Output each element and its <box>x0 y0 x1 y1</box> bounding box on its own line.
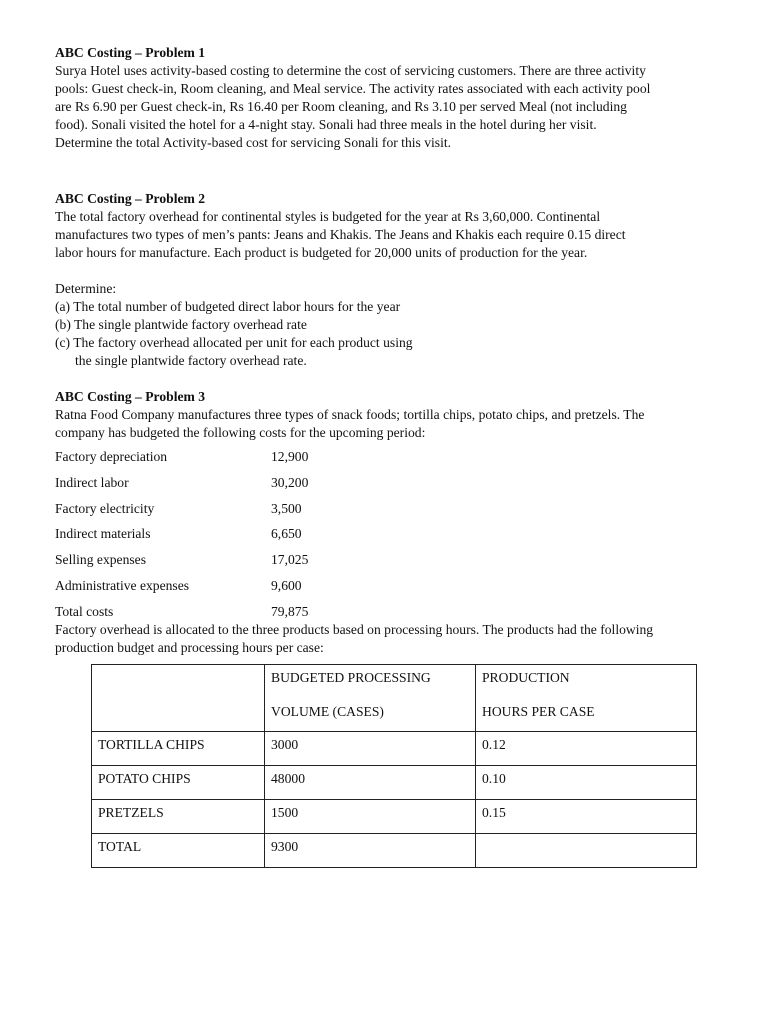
table-row <box>92 834 697 868</box>
problem2-text <box>55 208 721 262</box>
cost-label: Administrative expenses <box>55 577 190 593</box>
table-header-cell <box>92 665 265 732</box>
problem2-determine: Determine: <box>55 281 117 296</box>
problem3-after-line: Factory overhead is allocated to the three products based on processing hours. The products had the following <box>55 621 654 637</box>
cost-label: Indirect labor <box>55 474 129 490</box>
volume-cell: 48000 <box>265 766 476 800</box>
document-page <box>55 44 721 854</box>
header-hours-line2: HOURS PER CASE <box>482 704 595 719</box>
product-cell: PRETZELS <box>92 800 265 834</box>
cost-value: 17,025 <box>271 552 309 568</box>
cost-value: 6,650 <box>271 526 302 542</box>
hours-cell <box>476 834 697 868</box>
hours-cell: 0.15 <box>476 800 697 834</box>
cost-label: Factory electricity <box>55 500 155 516</box>
cost-value: 9,600 <box>271 577 302 593</box>
problem1-line: Surya Hotel uses activity-based costing to determine the cost of servicing customers. There are three activity <box>55 63 646 78</box>
table-row <box>92 732 697 766</box>
product-cell: TORTILLA CHIPS <box>92 732 265 766</box>
header-volume-line2: VOLUME (CASES) <box>271 704 384 719</box>
cost-row <box>55 577 721 603</box>
table-header-cell <box>265 665 476 732</box>
volume-cell: 9300 <box>265 834 476 868</box>
problem3-after-line: production budget and processing hours per case: <box>55 639 324 655</box>
cost-value: 30,200 <box>271 474 309 490</box>
problem2-line: labor hours for manufacture. Each product is budgeted for 20,000 units of production for the year. <box>55 245 588 260</box>
problem1-text <box>55 62 721 152</box>
cost-row <box>55 500 721 526</box>
problem1-line: Determine the total Activity-based cost for servicing Sonali for this visit. <box>55 135 452 150</box>
production-table <box>91 664 697 868</box>
cost-label: Indirect materials <box>55 526 151 542</box>
problem2-item-c: (c) The factory overhead allocated per unit for each product using <box>55 335 413 350</box>
problem2-item-b: (b) The single plantwide factory overhead rate <box>55 317 307 332</box>
volume-cell: 3000 <box>265 732 476 766</box>
cost-label: Selling expenses <box>55 552 146 568</box>
cost-value: 79,875 <box>271 603 309 619</box>
problem2-heading: ABC Costing – Problem 2 <box>55 191 206 206</box>
volume-cell: 1500 <box>265 800 476 834</box>
problem1-line: food). Sonali visited the hotel for a 4-night stay. Sonali had three meals in the hotel during her visit. <box>55 117 597 132</box>
problem2-line: The total factory overhead for continental styles is budgeted for the year at Rs 3,60,000. Continental <box>55 209 601 224</box>
cost-row-total <box>55 603 721 621</box>
cost-value: 3,500 <box>271 500 302 516</box>
problem2-line: manufactures two types of men’s pants: Jeans and Khakis. The Jeans and Khakis each require 0.15 direct <box>55 227 626 242</box>
cost-row <box>55 525 721 551</box>
table-row <box>92 766 697 800</box>
problem2-item-a: (a) The total number of budgeted direct labor hours for the year <box>55 299 401 314</box>
problem3-intro-line: Ratna Food Company manufactures three types of snack foods; tortilla chips, potato chips, and pretzels. The <box>55 407 645 422</box>
problem1-heading: ABC Costing – Problem 1 <box>55 45 206 60</box>
cost-label: Factory depreciation <box>55 449 168 464</box>
product-cell: TOTAL <box>92 834 265 868</box>
header-volume-line1: BUDGETED PROCESSING <box>271 670 431 685</box>
cost-row <box>55 448 721 474</box>
problem1-line: pools: Guest check-in, Room cleaning, and Meal service. The activity rates associated with each activity pool <box>55 81 651 96</box>
table-row <box>92 800 697 834</box>
cost-list <box>55 448 721 621</box>
hours-cell: 0.10 <box>476 766 697 800</box>
problem2-item-c-continued: the single plantwide factory overhead rate. <box>75 353 307 368</box>
problem1-line: are Rs 6.90 per Guest check-in, Rs 16.40 per Room cleaning, and Rs 3.10 per served Meal (not including <box>55 99 627 114</box>
cost-value: 12,900 <box>271 449 309 464</box>
header-hours-line1: PRODUCTION <box>482 670 570 685</box>
table-header-row <box>92 665 697 732</box>
cost-row <box>55 474 721 500</box>
hours-cell: 0.12 <box>476 732 697 766</box>
problem3-heading: ABC Costing – Problem 3 <box>55 389 206 404</box>
product-cell: POTATO CHIPS <box>92 766 265 800</box>
table-header-cell <box>476 665 697 732</box>
cost-row <box>55 551 721 577</box>
cost-label: Total costs <box>55 603 114 619</box>
problem3-intro-line: company has budgeted the following costs for the upcoming period: <box>55 425 426 440</box>
